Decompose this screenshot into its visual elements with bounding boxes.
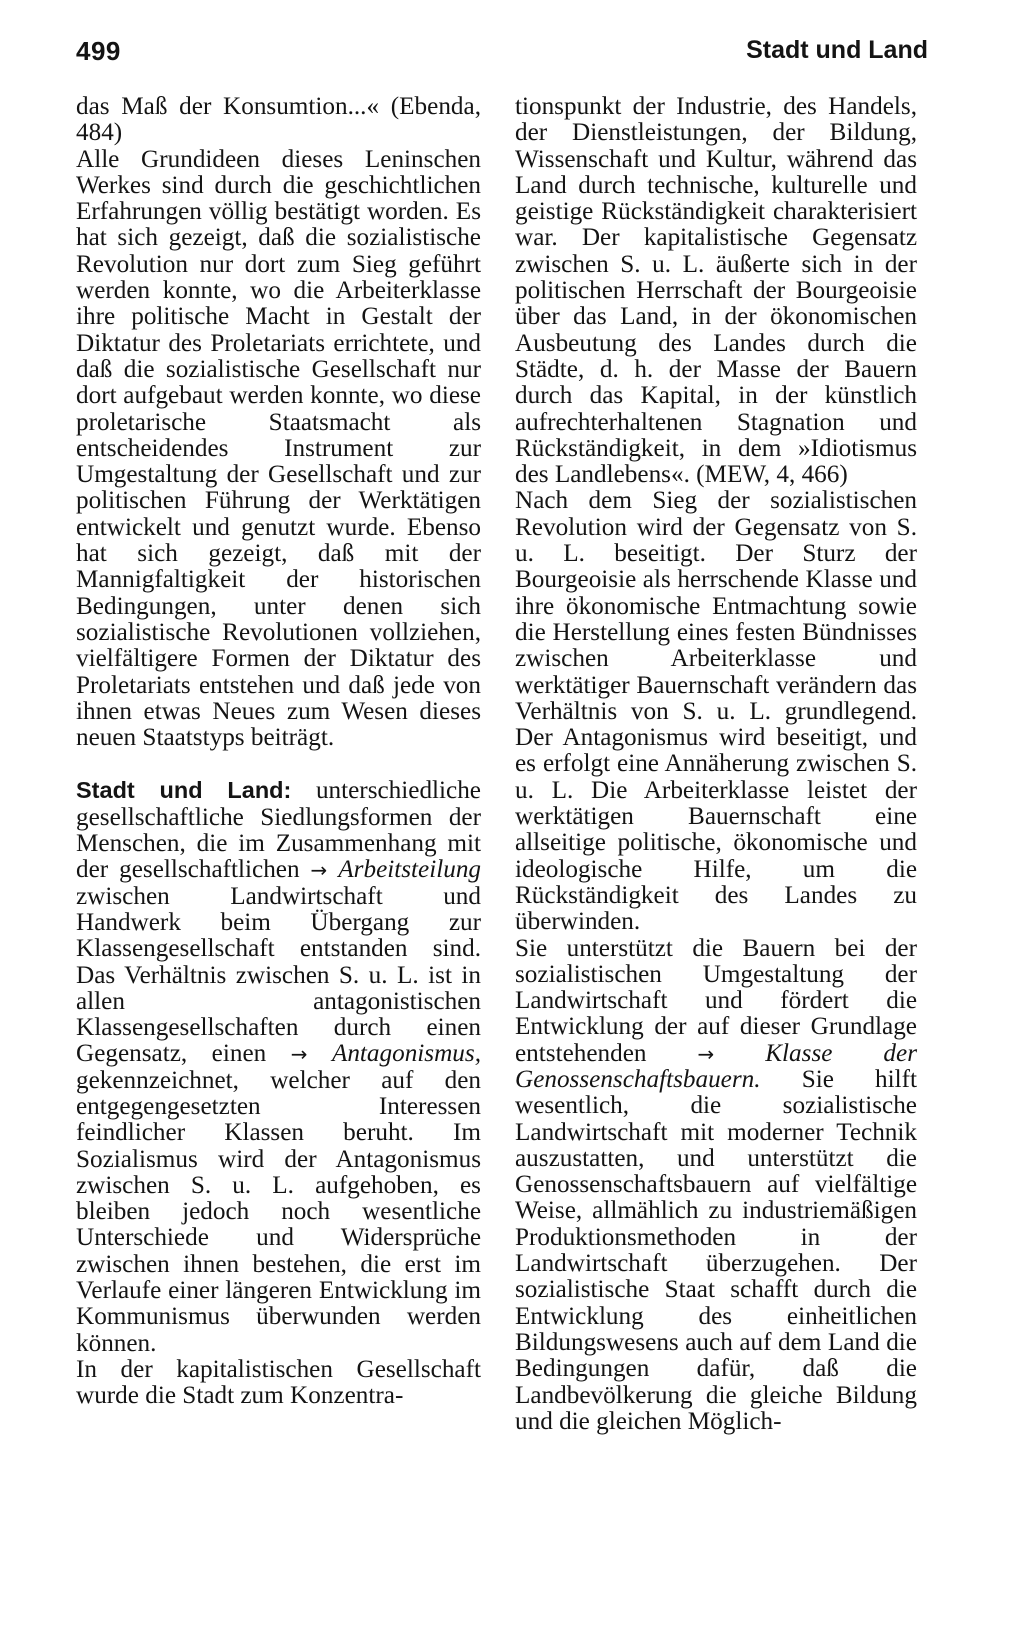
paragraph: tionspunkt der Industrie, des Handels, der Dienstleistungen, der Bildung, Wissenschaft und Kultur, während das Land durch technische, kulturelle und geistige Rückständigkeit charakterisiert war. Der kapitalistische Gegensatz zwischen S. u. L. äußerte sich in der politischen Herrschaft der Bourgeoisie über das Land, in der ökonomischen Ausbeutung des Landes durch die Städte, d. h. der Masse der Bauern durch das Kapital, in der künstlich aufrechterhaltenen Stagnation und Rückständigkeit, in dem »Idiotismus des Landlebens«. (MEW, 4, 466) [515,93,917,489]
cross-reference-arrow-icon: → [697,1041,715,1066]
paragraph: das Maß der Konsumtion...« (Ebenda, 484) [76,93,481,147]
running-head: Stadt und Land [746,36,928,64]
paragraph: In der kapitalistischen Gesellschaft wurde die Stadt zum Konzentra- [76,1355,481,1410]
right-column [515,94,917,1435]
left-column [76,94,481,1410]
cross-reference: Klasse der Genossenschaftsbauern. [515,1039,917,1093]
cross-reference: Antagonismus, [331,1040,481,1068]
paragraph-text: Sie unterstützt die Bauern bei der sozialistischen Umgestaltung der Landwirtschaft und fördert die Entwicklung der auf dieser Grundlage entstehenden [515,934,917,1067]
paragraph [515,936,917,1436]
cross-reference: Arbeitsteilung [338,856,482,884]
entry-text: zwischen Landwirtschaft und Handwerk beim Übergang zur Klassengesellschaft entstanden sind. Das Verhältnis zwischen S. u. L. ist in allen antagonistischen Klassengesellschaften durch einen Gegensatz, einen [76,882,481,1068]
paragraph-text: Sie hilft wesentlich, die sozialistische Landwirtschaft mit moderner Technik auszustatten, und unterstützt die Genossenschaftsbauern auf vielfältige Weise, allmählich zu industriemäßigen Produktionsmethoden in der Landwirtschaft überzugehen. Der sozialistische Staat schafft durch die Entwicklung des einheitlichen Bildungswesens auch auf dem Land die Bedingungen dafür, daß die Landbevölkerung die gleiche Bildung und die gleichen Möglich- [515,1065,917,1435]
paragraph: Nach dem Sieg der sozialistischen Revolution wird der Gegensatz von S. u. L. beseitigt. Der Sturz der Bourgeoisie als herrschende Klasse und ihre ökonomische Entmachtung sowie die Herstellung eines festen Bündnisses zwischen Arbeiterklasse und werktätiger Bauernschaft verändern das Verhältnis von S. u. L. grundlegend. Der Antagonismus wird beseitigt, und es erfolgt eine Annäherung zwischen S. u. L. Die Arbeiterklasse leistet der werktätigen Bauernschaft eine allseitige politische, ökonomische und ideologische Hilfe, um die Rückständigkeit des Landes zu überwinden. [515,487,917,936]
entry-text: unterschiedliche gesellschaftliche Siedlungsformen der Menschen, die im Zusammenhang mit der gesellschaftlichen [76,777,481,884]
page-number: 499 [76,36,121,66]
cross-reference-arrow-icon: → [310,858,328,883]
entry-text: gekennzeichnet, welcher auf den entgegengesetzten Interessen feindlicher Klassen beruht. Im Sozialismus wird der Antagonismus zwischen S. u. L. aufgehoben, es bleiben jedoch noch wesentliche Unterschiede und Widersprüche zwischen ihnen bestehen, die erst im Verlaufe einer längeren Entwicklung im Kommunismus überwunden werden können. [76,1066,481,1357]
cross-reference-arrow-icon: → [290,1042,308,1067]
dictionary-entry [76,777,481,1357]
page-header [76,36,928,76]
paragraph: Alle Grundideen dieses Leninschen Werkes sind durch die geschichtlichen Erfahrungen völlig bestätigt worden. Es hat sich gezeigt, daß die sozialistische Revolution nur dort zum Sieg geführt werden konnte, wo die Arbeiterklasse ihre politische Macht in Gestalt der Diktatur des Proletariats errichtete, und daß die sozialistische Gesellschaft nur dort aufgebaut werden konnte, wo diese proletarische Staatsmacht als entscheidendes Instrument zur Umgestaltung der Gesellschaft und zur politischen Führung der Werktätigen entwickelt und genutzt wurde. Ebenso hat sich gezeigt, daß mit der Mannigfaltigkeit der historischen Bedingungen, unter denen sich sozialistische Revolutionen vollziehen, vielfältigere Formen der Diktatur des Proletariats entstehen und daß jede von ihnen etwas Neues zum Wesen dieses neuen Staatstyps beiträgt. [76,145,481,752]
entry-headword: Stadt und Land: [76,777,292,804]
